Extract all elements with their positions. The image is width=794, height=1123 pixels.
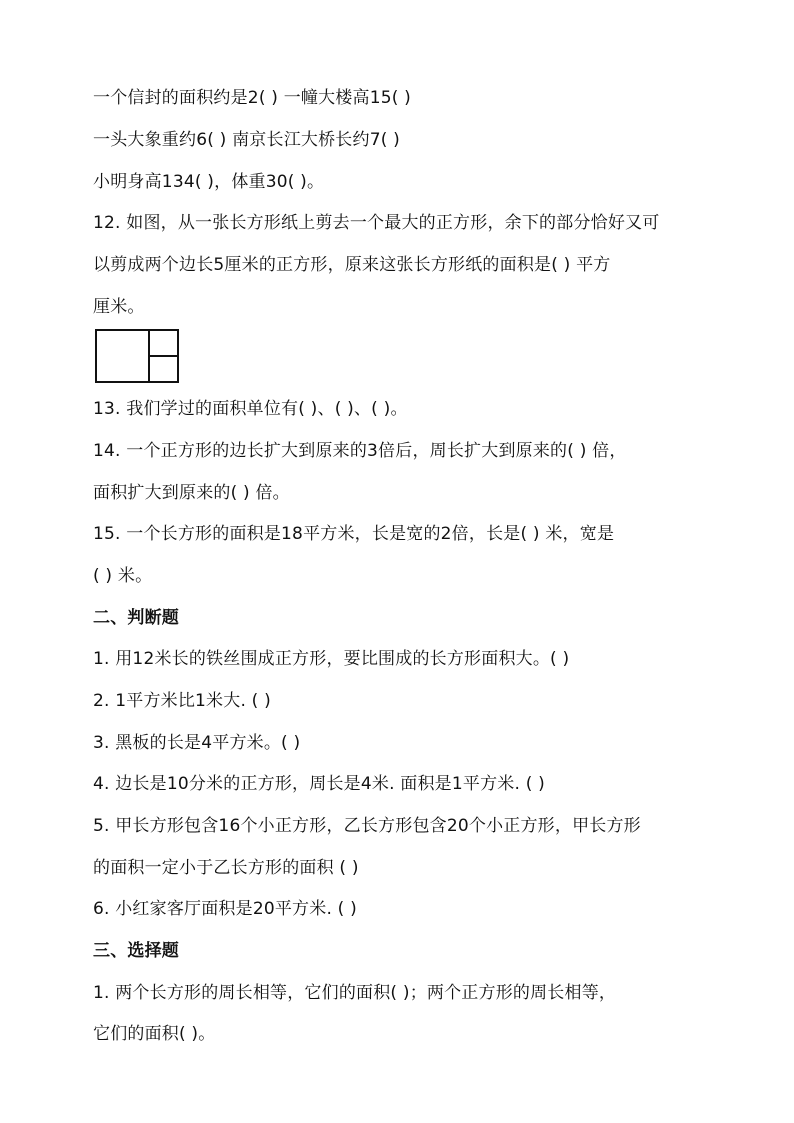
question-line: 1. 用12米长的铁丝围成正方形，要比围成的长方形面积大。( ) [93,649,570,669]
question-line: 2. 1平方米比1米大. ( ) [93,691,271,711]
question-line: 小明身高134( )，体重30( )。 [93,172,325,192]
question-line: 厘米。 [93,297,145,317]
section-heading-true-false: 二、判断题 [93,608,179,628]
section-heading-multiple-choice: 三、选择题 [93,941,179,961]
question-line: 15. 一个长方形的面积是18平方米，长是宽的2倍，长是( ) 米，宽是 [93,524,615,544]
question-line: 一头大象重约6( ) 南京长江大桥长约7( ) [93,130,400,150]
question-line: 5. 甲长方形包含16个小正方形，乙长方形包含20个小正方形，甲长方形 [93,816,641,836]
question-line: 4. 边长是10分米的正方形，周长是4米. 面积是1平方米. ( ) [93,774,545,794]
question-line: 的面积一定小于乙长方形的面积 ( ) [93,858,359,878]
question-line: 14. 一个正方形的边长扩大到原来的3倍后，周长扩大到原来的( ) 倍， [93,441,627,461]
question-line: 面积扩大到原来的( ) 倍。 [93,483,290,503]
question-line: ( ) 米。 [93,566,153,586]
question-line: 一个信封的面积约是2( ) 一幢大楼高15( ) [93,88,411,108]
question-line: 1. 两个长方形的周长相等，它们的面积( )；两个正方形的周长相等， [93,983,617,1003]
question-line: 以剪成两个边长5厘米的正方形，原来这张长方形纸的面积是( ) 平方 [93,255,611,275]
question-line: 6. 小红家客厅面积是20平方米. ( ) [93,899,357,919]
rectangle-figure [95,329,179,383]
question-line: 12. 如图，从一张长方形纸上剪去一个最大的正方形，余下的部分恰好又可 [93,213,660,233]
question-line: 3. 黑板的长是4平方米。( ) [93,733,301,753]
question-line: 它们的面积( )。 [93,1024,216,1044]
question-line: 13. 我们学过的面积单位有( )、( )、( )。 [93,399,408,419]
